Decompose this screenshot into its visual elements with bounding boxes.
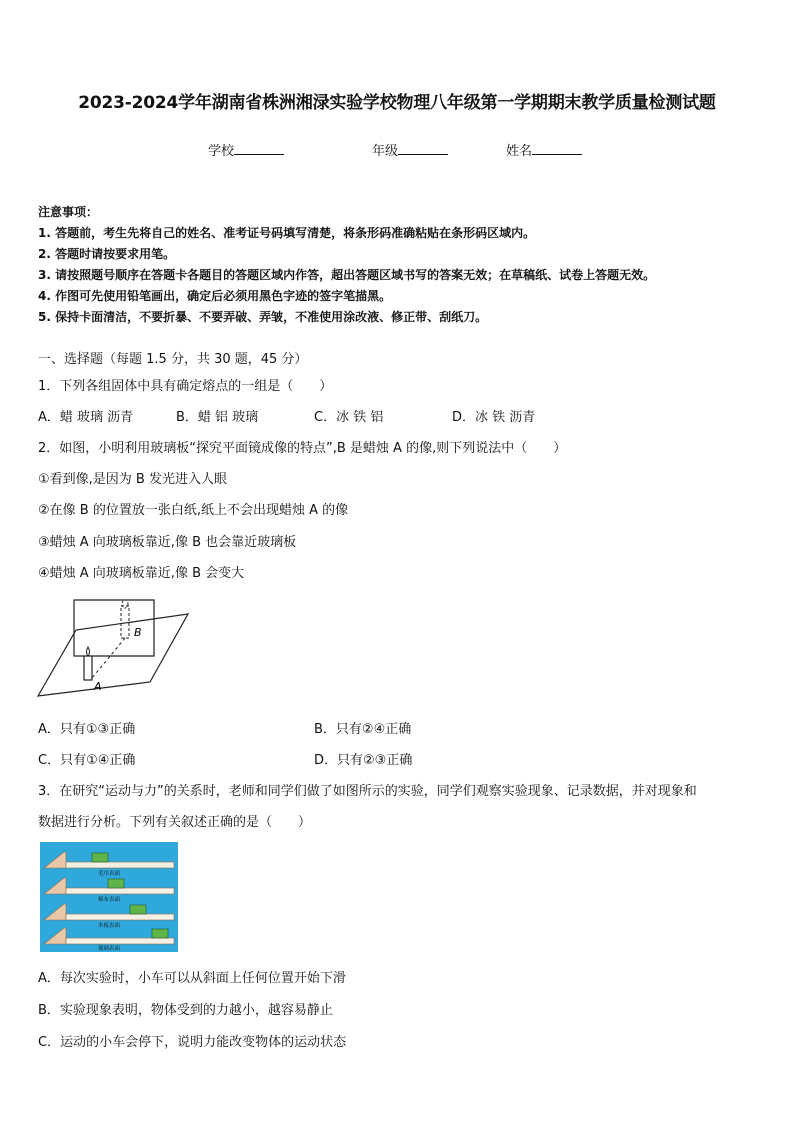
cart-icon	[152, 929, 168, 938]
q1-option-b: B．蜡 铝 玻璃	[176, 410, 259, 425]
label-b: B	[134, 626, 142, 639]
cart-icon	[92, 853, 108, 862]
q2-option-c: C．只有①④正确	[38, 753, 136, 768]
q1-option-a: A．蜡 玻璃 沥青	[38, 410, 134, 425]
name-field	[506, 140, 582, 159]
q2-statement: ②在像 B 的位置放一张白纸,纸上不会出现蜡烛 A 的像	[38, 503, 349, 518]
notice-heading: 注意事项：	[38, 205, 99, 219]
q2-option-b: B．只有②④正确	[314, 722, 412, 737]
question-3-stem-line1: 3．在研究“运动与力”的关系时，老师和同学们做了如图所示的实验，同学们观察实验现象、记录数据，并对现象和	[38, 784, 697, 799]
q3-option-b: B．实验现象表明，物体受到的力越小，越容易静止	[38, 1003, 333, 1018]
school-label: 学校	[208, 144, 235, 159]
surface-wood	[66, 914, 174, 920]
question-1-stem: 1．下列各组固体中具有确定熔点的一组是（ ）	[38, 379, 333, 394]
surface-label: 玻璃表面	[98, 946, 121, 952]
surface-glass	[66, 938, 174, 944]
school-field	[208, 140, 284, 159]
surface-label: 毛巾表面	[98, 871, 121, 877]
surface-label: 木板表面	[98, 923, 121, 929]
q3-option-a: A．每次实验时，小车可以从斜面上任何位置开始下滑	[38, 971, 346, 986]
q1-option-d: D．冰 铁 沥青	[452, 410, 536, 425]
notice-item: 1. 答题前，考生先将自己的姓名、准考证号码填写清楚，将条形码准确粘贴在条形码区域内。	[38, 226, 536, 240]
notice-item: 2. 答题时请按要求用笔。	[38, 247, 176, 261]
table-plane	[38, 614, 188, 696]
q2-option-d: D．只有②③正确	[314, 753, 413, 768]
image-line	[92, 638, 125, 678]
name-label: 姓名	[506, 144, 533, 159]
section-heading: 一、选择题（每题 1.5 分，共 30 题，45 分）	[38, 352, 308, 367]
q2-statement: ④蜡烛 A 向玻璃板靠近,像 B 会变大	[38, 566, 245, 581]
image-flame-icon	[122, 600, 128, 608]
q2-statement: ①看到像,是因为 B 发光进入人眼	[38, 472, 227, 487]
mirror-experiment-figure	[36, 592, 192, 700]
q1-option-c: C．冰 铁 铝	[314, 410, 384, 425]
flame-icon	[87, 647, 90, 656]
page-title: 2023-2024学年湖南省株洲湘渌实验学校物理八年级第一学期期末教学质量检测试题	[78, 93, 716, 113]
surface-label: 棉布表面	[98, 897, 121, 903]
q3-option-c: C．运动的小车会停下，说明力能改变物体的运动状态	[38, 1035, 347, 1050]
surface-towel	[66, 862, 174, 868]
cart-icon	[108, 879, 124, 888]
grade-field	[372, 140, 448, 159]
school-blank	[234, 142, 284, 155]
grade-blank	[398, 142, 448, 155]
question-2-stem: 2．如图，小明利用玻璃板“探究平面镜成像的特点”,B 是蜡烛 A 的像,则下列说法中（ ）	[38, 441, 567, 456]
surface-cotton	[66, 888, 174, 894]
grade-label: 年级	[372, 144, 399, 159]
cart-icon	[130, 905, 146, 914]
notice-item: 3. 请按照题号顺序在答题卡各题目的答题区域内作答，超出答题区域书写的答案无效；在草稿纸、试卷上答题无效。	[38, 268, 656, 282]
candle-a	[84, 656, 92, 680]
q2-statement: ③蜡烛 A 向玻璃板靠近,像 B 也会靠近玻璃板	[38, 535, 297, 550]
name-blank	[532, 142, 582, 155]
question-3-stem-line2: 数据进行分析。下列有关叙述正确的是（ ）	[38, 815, 312, 830]
motion-force-figure	[40, 842, 178, 952]
q2-option-a: A．只有①③正确	[38, 722, 136, 737]
label-a: A	[94, 680, 102, 693]
notice-item: 5. 保持卡面清洁，不要折暴、不要弄破、弄皱，不准使用涂改液、修正带、刮纸刀。	[38, 310, 488, 324]
notice-item: 4. 作图可先使用铅笔画出，确定后必须用黑色字迹的签字笔描黑。	[38, 289, 392, 303]
